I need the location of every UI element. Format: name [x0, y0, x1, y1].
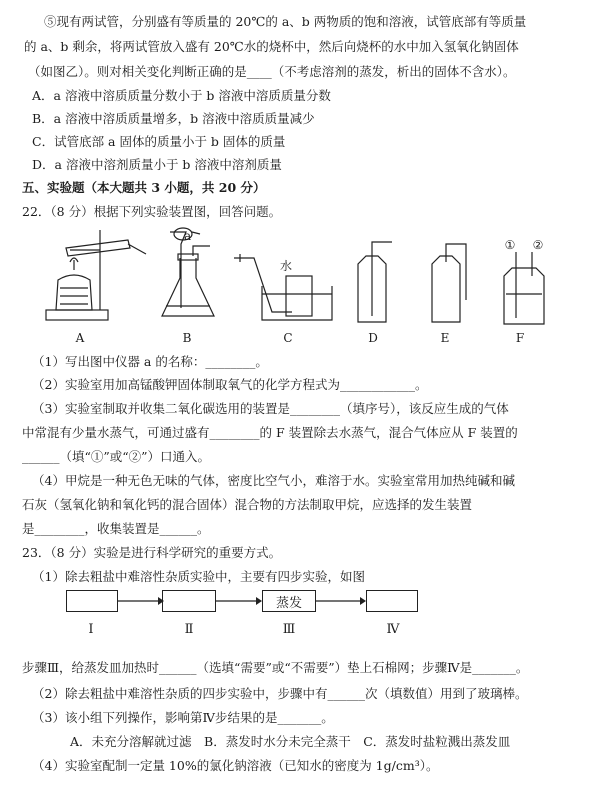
- apparatus-label-D: D: [368, 331, 378, 345]
- q22-part-4-line-1: （4）甲烷是一种无色无味的气体，密度比空气小，难溶于水。实验室常用加热纯碱和碱: [32, 473, 515, 488]
- flow-step-label-2: Ⅱ: [184, 622, 194, 637]
- apparatus-label-water: 水: [279, 259, 292, 273]
- section-heading: 五、实验题（本大题共 3 小题，共 20 分）: [22, 180, 266, 195]
- apparatus-port-1: ①: [504, 238, 516, 252]
- q23-stem: 23．（8 分）实验是进行科学研究的重要方式。: [22, 545, 282, 560]
- q22-part-3-line-1: （3）实验室制取并收集二氧化碳选用的装置是________（填序号），该反应生成的气体: [32, 401, 509, 416]
- q21-stem-line-2: 的 a、b 剩余，将两试管放入盛有 20℃水的烧杯中，然后向烧杯的水中加入氢氧化钠固体: [24, 39, 519, 54]
- q23-part-1: （1）除去粗盐中难溶性杂质实验中，主要有四步实验，如图: [32, 569, 365, 584]
- q21-option-a: A．a 溶液中溶质质量分数小于 b 溶液中溶质质量分数: [32, 88, 331, 103]
- apparatus-label-A: A: [75, 331, 85, 345]
- apparatus-label-C: C: [283, 331, 293, 345]
- q21-option-d: D．a 溶液中溶剂质量小于 b 溶液中溶剂质量: [32, 157, 282, 172]
- apparatus-label-F: F: [515, 331, 525, 345]
- apparatus-d-drawing: [358, 242, 392, 322]
- q23-part-4: （4）实验室配制一定量 10%的氯化钠溶液（已知水的密度为 1g/cm³）。: [32, 758, 439, 773]
- q21-option-b: B．a 溶液中溶质质量增多，b 溶液中溶质质量减少: [32, 111, 315, 126]
- q23-part-3: （3）该小组下列操作，影响第Ⅳ步结果的是_______。: [32, 710, 334, 725]
- apparatus-label-E: E: [440, 331, 450, 345]
- q21-stem-line-1: ⑤现有两试管，分别盛有等质量的 20℃的 a、b 两物质的饱和溶液，试管底部有等质量: [44, 14, 527, 29]
- q21-stem-line-3: （如图乙）。则对相关变化判断正确的是____（不考虑溶剂的蒸发，析出的固体不含水）。: [28, 64, 516, 79]
- q23-part-1-question: 步骤Ⅲ，给蒸发皿加热时______（选填“需要”或“不需要”）垫上石棉网；步骤Ⅳ是_______。: [22, 660, 529, 675]
- q21-option-c: C．试管底部 a 固体的质量小于 b 固体的质量: [32, 134, 286, 149]
- q22-part-1: （1）写出图中仪器 a 的名称：________。: [32, 354, 268, 369]
- q22-part-3-line-2: 中常混有少量水蒸气，可通过盛有________的 F 装置除去水蒸气，混合气体应从 F 装置的: [22, 425, 518, 440]
- q22-part-2: （2）实验室用加高锰酸钾固体制取氧气的化学方程式为____________。: [32, 377, 428, 392]
- apparatus-f-drawing: [504, 252, 544, 324]
- q22-part-4-line-2: 石灰（氢氧化钠和氧化钙的混合固体）混合物的方法制取甲烷，应选择的发生装置: [22, 497, 473, 512]
- apparatus-port-2: ②: [532, 238, 544, 252]
- q22-part-3-line-3: ______（填“①”或“②”）口通入。: [22, 449, 211, 464]
- apparatus-label-a-sub: a: [184, 229, 192, 243]
- apparatus-label-B: B: [182, 331, 192, 345]
- apparatus-e-drawing: [432, 244, 466, 322]
- q23-part-2: （2）除去粗盐中难溶性杂质的四步实验中，步骤中有______次（填数值）用到了玻璃棒。: [32, 686, 528, 701]
- flow-arrows: [0, 588, 589, 618]
- q22-part-4-line-3: 是________，收集装置是______。: [22, 521, 210, 536]
- flow-step-label-1: Ⅰ: [88, 622, 94, 637]
- flow-step-label-3: Ⅲ: [282, 622, 296, 637]
- q23-part-3-options: A．未充分溶解就过滤 B．蒸发时水分未完全蒸干 C．蒸发时盐粒溅出蒸发皿: [70, 734, 511, 749]
- flow-step-label-4: Ⅳ: [386, 622, 400, 637]
- flow-step-3-text: 蒸发: [275, 596, 302, 611]
- q22-stem: 22．（8 分）根据下列实验装置图，回答问题。: [22, 204, 282, 219]
- apparatus-a-drawing: [46, 230, 146, 320]
